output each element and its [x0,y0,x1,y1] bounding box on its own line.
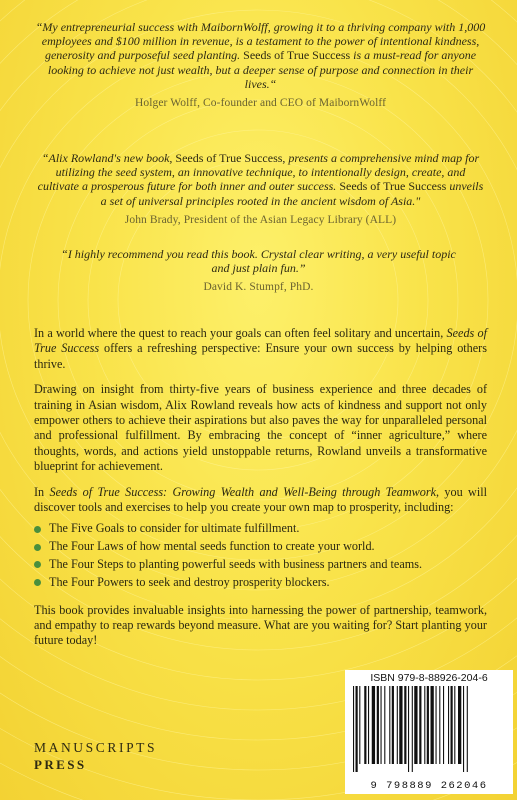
barcode-bar [458,686,461,764]
barcode-bar [424,686,425,764]
barcode-digits: 9 798889 262046 [370,780,488,792]
endorsement-attribution: Holger Wolff, Co-founder and CEO of MaibornWolff [134,97,387,110]
endorsement-quote: “My entrepreneurial success with MaibornWolff, growing it to a thriving company with 1,000 employees and $100 million in revenue, is a testament to the power of intentional kindness, generosity and purposeful seed planting. Seeds of True Success is a must-read for anyone looking to achieve not just wealth, but a deeper sense of purpose and connection in their lives.“ [35,20,486,91]
bullet-icon [34,579,41,586]
endorsement-holger-wolff [34,20,487,110]
barcode-bar [436,686,437,764]
barcode-bar [463,686,464,772]
book-full-title: Seeds of True Success: Growing Wealth and Well-Being through Teamwork [49,484,436,499]
barcode-bar [368,686,369,764]
bullet-icon [34,544,41,551]
isbn-barcode [345,670,513,794]
list-item: The Four Laws of how mental seeds function to create your world. [34,539,487,554]
endorsement-quote: “I highly recommend you read this book. Crystal clear writing, a very useful topic and just plain fun.” [61,247,456,276]
barcode-bar [359,686,360,764]
list-item: The Four Powers to seek and destroy prosperity blockers. [34,575,487,590]
barcode-bar [427,686,429,764]
list-item: The Four Steps to planting powerful seeds with business partners and teams. [34,557,487,572]
isbn-text: ISBN 979-8-88926-204-6 [370,672,488,684]
endorsement-attribution: David K. Stumpf, PhD. [203,281,314,294]
barcode-bar [412,686,413,772]
barcode-bar [377,686,379,764]
barcode-bar [439,686,440,764]
barcode-bar [404,686,406,764]
publisher-logo [34,740,157,774]
book-title: Seeds of True Success [34,326,487,356]
description-paragraph: This book provides invaluable insights into harnessing the power of partnership, teamwork, and empathy to reap rewards beyond measure. What are you waiting for? Start planting your future today! [34,602,487,648]
barcode-bar [419,686,421,764]
publisher-name-line1: MANUSCRIPTS [34,740,158,755]
barcode-bar [467,686,468,772]
bullet-icon [34,561,41,568]
barcode-bar [384,686,385,764]
barcode-bar [399,686,402,764]
endorsement-quote: “Alix Rowland's new book, Seeds of True Success, presents a comprehensive mind map for utilizing the seed system, an innovative technique, to intentionally design, create, and cultivate a prosperous future for both inner and outer success. Seeds of True Success unveils a set of universal principles rooted in the ancient wisdom of Asia." [37,151,484,208]
barcode-bar [364,686,366,764]
description-paragraph: In a world where the quest to reach your goals can often feel solitary and uncertain, Seeds of True Success offers a refreshing perspective: Ensure your own success by helping others thrive. [34,326,487,371]
barcode-bar [389,686,390,764]
barcode-bar [443,686,444,764]
description-paragraph: In Seeds of True Success: Growing Wealth and Well-Being through Teamwork, you will discover tools and exercises to help you create your own map to prosperity, including: [34,484,487,515]
endorsement-david-stumpf [60,247,457,295]
barcode-bar [431,686,434,764]
barcode-bar [414,686,417,764]
barcode-bar [392,686,394,764]
endorsement-john-brady [34,151,487,227]
barcode-bar [381,686,382,764]
barcode-bar [356,686,358,772]
book-description [34,326,487,659]
barcode-bar [454,686,455,764]
publisher-name-line2: PRESS [34,757,87,772]
description-paragraph: Drawing on insight from thirty-five years of business experience and three decades of training in Asian wisdom, Alix Rowland reveals how acts of kindness and support not only empower others to achieve their aspirations but also paves the way for unparalleled personal and professional fulfillment. By embracing the concept of “inner agriculture,” where thoughts, words, and actions yield unstoppable returns, Rowland unveils a transformative blueprint for achievement. [34,382,487,474]
barcode-bar [372,686,375,764]
barcode-bar [353,686,354,772]
barcode-bar [397,686,398,764]
barcode-bar [408,686,409,772]
barcode-bar [451,686,453,764]
bullet-icon [34,526,41,533]
barcode-bars [351,686,507,774]
list-item: The Five Goals to consider for ultimate fulfillment. [34,521,487,536]
barcode-bar [448,686,449,764]
endorsement-attribution: John Brady, President of the Asian Legacy Library (ALL) [124,213,397,226]
feature-list [34,521,487,590]
